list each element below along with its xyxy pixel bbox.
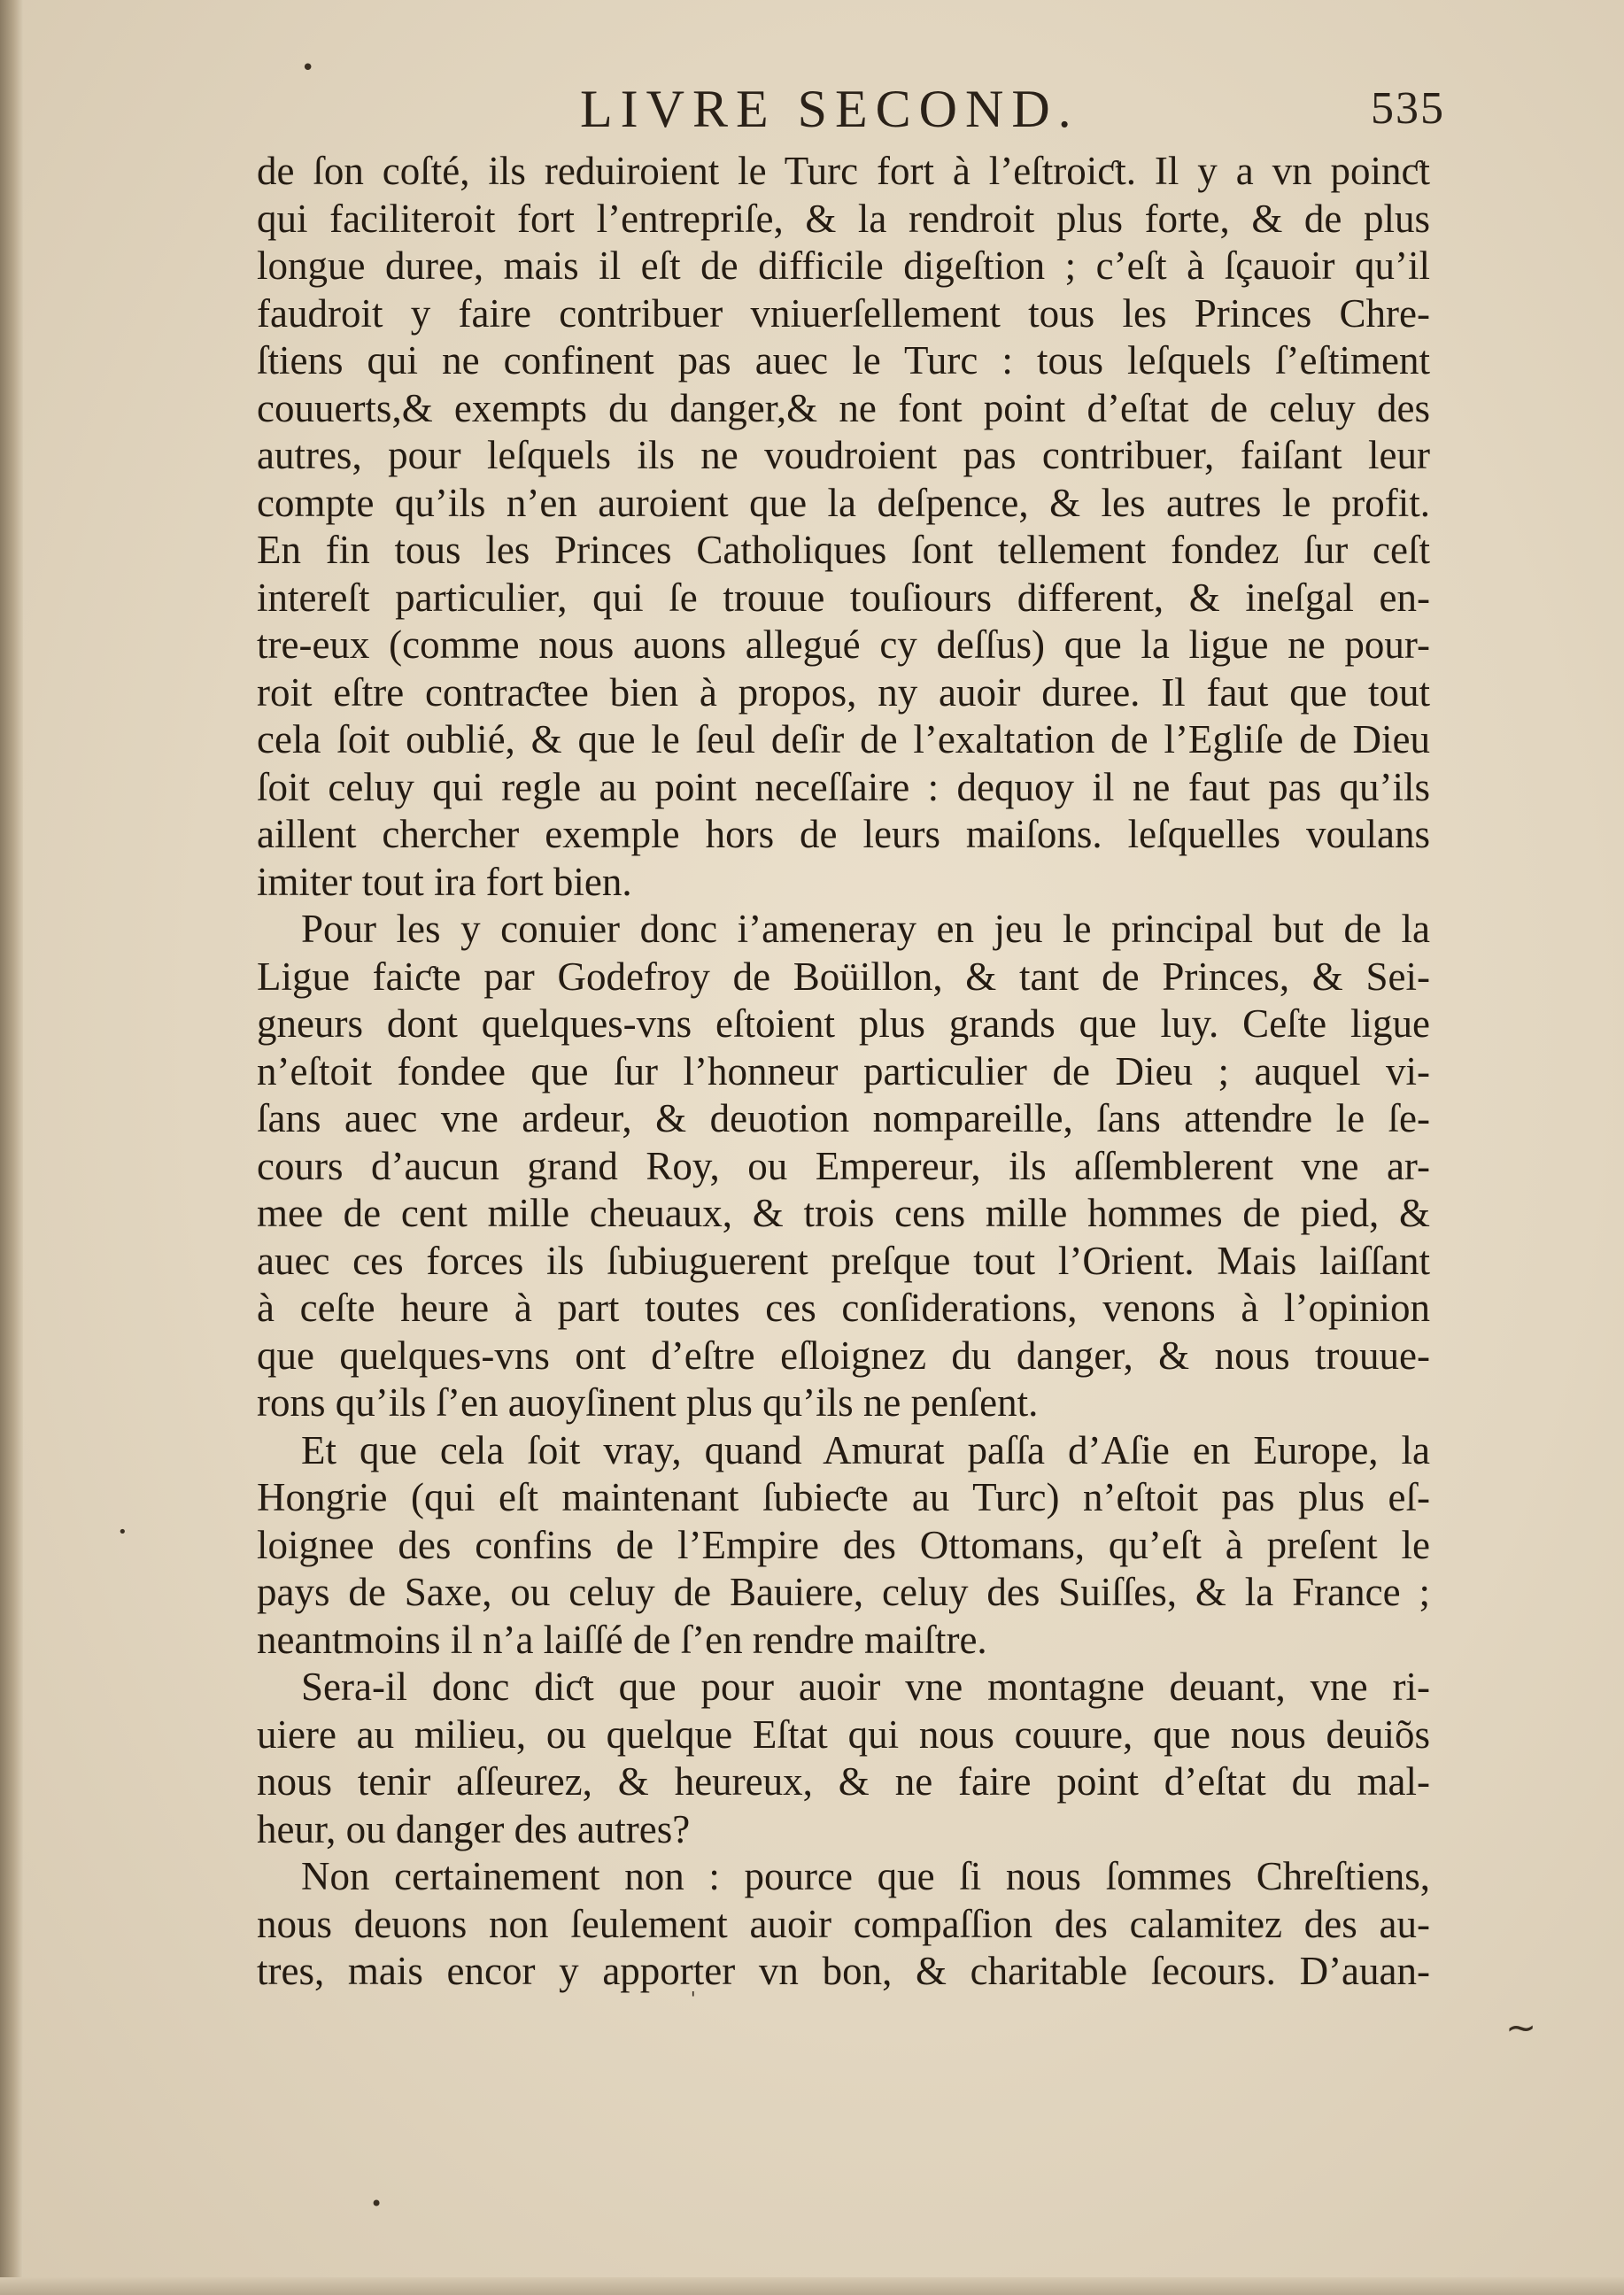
text-line: uiere au milieu, ou quelque Eſtat qui nous couure, que nous deuiõs bbox=[257, 1712, 1430, 1757]
text-line: cela ſoit oublié, & que le ſeul deſir de l’exaltation de l’Egliſe de Dieu bbox=[257, 717, 1430, 761]
text-line: qui faciliteroit fort l’entrepriſe, & la rendroit plus forte, & de plus bbox=[257, 196, 1430, 241]
ink-speck: ' bbox=[691, 1988, 696, 2009]
text-line: Et que cela ſoit vray, quand Amurat paſſa d’Aſie en Europe, la bbox=[301, 1427, 1430, 1472]
text-line: intereſt particulier, qui ſe trouue touſiours different, & ineſgal en- bbox=[257, 575, 1430, 620]
text-line: ſtiens qui ne confinent pas auec le Turc : tous leſquels ſ’eſtiment bbox=[257, 338, 1430, 382]
text-line: Ligue faiƈte par Godefroy de Boüillon, & tant de Princes, & Sei- bbox=[257, 954, 1430, 999]
page-number: 535 bbox=[1371, 83, 1445, 134]
text-line: ſans auec vne ardeur, & deuotion nompareille, ſans attendre le ſe- bbox=[257, 1096, 1430, 1140]
page-header bbox=[0, 78, 1624, 140]
ink-speck: • bbox=[370, 2191, 383, 2216]
text-line: nous tenir aſſeurez, & heureux, & ne faire point d’eſtat du mal- bbox=[257, 1759, 1430, 1804]
running-title: LIVRE SECOND. bbox=[580, 80, 1079, 138]
paragraph bbox=[257, 1427, 1430, 1665]
text-line: tres, mais encor y apporter vn bon, & charitable ſecours. D’auan- bbox=[257, 1949, 1430, 1993]
paragraph bbox=[257, 906, 1430, 1427]
text-line: cours d’aucun grand Roy, ou Empereur, ils aſſemblerent vne ar- bbox=[257, 1143, 1430, 1188]
paragraph bbox=[257, 1664, 1430, 1853]
text-line: Non certainement non : pource que ſi nous ſommes Chreſtiens, bbox=[301, 1854, 1430, 1898]
text-line: aillent chercher exemple hors de leurs maiſons. leſquelles voulans bbox=[257, 812, 1430, 856]
text-line: autres, pour leſquels ils ne voudroient pas contribuer, faiſant leur bbox=[257, 433, 1430, 477]
text-line: tre-eux (comme nous auons allegué cy deſſus) que la ligue ne pour- bbox=[257, 622, 1430, 667]
text-line: Sera-il donc diƈt que pour auoir vne montagne deuant, vne ri- bbox=[301, 1665, 1430, 1709]
text-line: faudroit y faire contribuer vniuerſellement tous les Princes Chre- bbox=[257, 290, 1430, 336]
text-line: pays de Saxe, ou celuy de Bauiere, celuy des Suiſſes, & la France ; bbox=[257, 1570, 1430, 1614]
text-line: loignee des confins de l’Empire des Ottomans, qu’eſt à preſent le bbox=[257, 1522, 1430, 1567]
text-line: nous deuons non ſeulement auoir compaſſion des calamitez des au- bbox=[257, 1901, 1430, 1946]
paragraph bbox=[257, 1853, 1430, 1996]
text-line: que quelques-vns ont d’eſtre eſloignez du danger, & nous trouue- bbox=[257, 1333, 1430, 1378]
text-line: ſoit celuy qui regle au point neceſſaire : dequoy il ne faut pas qu’ils bbox=[257, 764, 1430, 809]
text-line: gneurs dont quelques-vns eſtoient plus grands que luy. Ceſte ligue bbox=[257, 1001, 1430, 1046]
paragraph bbox=[257, 148, 1430, 906]
text-line: rons qu’ils ſ’en auoyſinent plus qu’ils ne penſent. bbox=[257, 1380, 1039, 1425]
ink-speck: • bbox=[301, 55, 315, 81]
page-bottom-edge bbox=[0, 2277, 1624, 2295]
text-line: roit eſtre contraƈtee bien à propos, ny auoir duree. Il faut que tout bbox=[257, 669, 1430, 715]
ink-speck: • bbox=[118, 1523, 128, 1542]
binding-edge bbox=[0, 0, 23, 2295]
text-line: Pour les y conuier donc i’ameneray en jeu le principal but de la bbox=[301, 907, 1430, 951]
text-line: mee de cent mille cheuaux, & trois cens mille hommes de pied, & bbox=[257, 1191, 1430, 1235]
text-line: heur, ou danger des autres? bbox=[257, 1806, 691, 1851]
text-line: Hongrie (qui eſt maintenant ſubieƈte au Turc) n’eſtoit pas plus eſ- bbox=[257, 1475, 1430, 1519]
text-line: à ceſte heure à part toutes ces conſiderations, venons à l’opinion bbox=[257, 1286, 1430, 1330]
text-line: auec ces forces ils ſubiuguerent preſque tout l’Orient. Mais laiſſant bbox=[257, 1238, 1430, 1283]
body-text bbox=[257, 148, 1430, 1996]
text-line: neantmoins il n’a laiſſé de ſ’en rendre maiſtre. bbox=[257, 1617, 987, 1662]
text-line: imiter tout ira fort bien. bbox=[257, 859, 632, 904]
text-line: longue duree, mais il eſt de difficile digeſtion ; c’eſt à ſçauoir qu’il bbox=[257, 243, 1430, 288]
text-line: n’eſtoit fondee que ſur l’honneur particulier de Dieu ; auquel vi- bbox=[257, 1048, 1430, 1093]
text-line: compte qu’ils n’en auroient que la deſpence, & les autres le profit. bbox=[257, 480, 1430, 525]
text-line: couuerts,& exempts du danger,& ne font point d’eſtat de celuy des bbox=[257, 385, 1430, 430]
ink-stroke: ~ bbox=[1505, 2005, 1537, 2049]
text-line: de ſon coſté, ils reduiroient le Turc fort à l’eſtroiƈt. Il y a vn poinƈt bbox=[257, 149, 1430, 193]
text-line: En fin tous les Princes Catholiques ſont tellement fondez ſur ceſt bbox=[257, 528, 1430, 572]
